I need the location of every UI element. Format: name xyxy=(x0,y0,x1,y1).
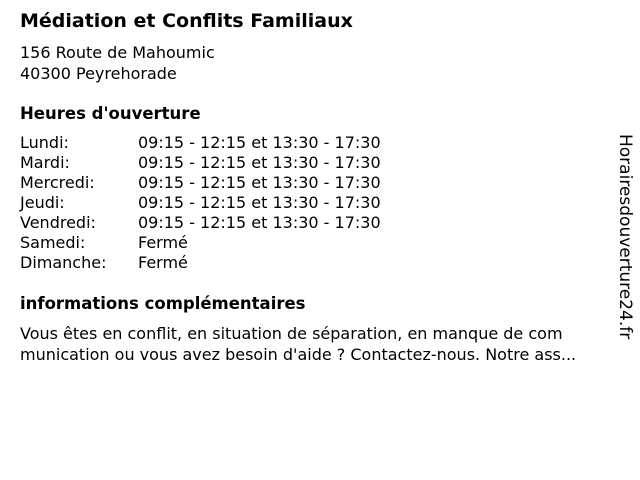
day-label: Mercredi: xyxy=(20,173,95,192)
hours-row-sunday xyxy=(20,253,440,273)
hours-row-tuesday xyxy=(20,153,440,173)
hours-row-thursday xyxy=(20,193,440,213)
day-hours: 09:15 - 12:15 et 13:30 - 17:30 xyxy=(138,173,381,192)
day-label: Vendredi: xyxy=(20,213,96,232)
address-street: 156 Route de Mahoumic xyxy=(20,43,215,62)
hours-row-saturday xyxy=(20,233,440,253)
hours-row-friday xyxy=(20,213,440,233)
hours-row-monday xyxy=(20,133,440,153)
day-label: Samedi: xyxy=(20,233,86,252)
day-hours: 09:15 - 12:15 et 13:30 - 17:30 xyxy=(138,133,381,152)
day-hours: Fermé xyxy=(138,233,188,252)
info-description xyxy=(20,323,620,365)
day-label: Jeudi: xyxy=(20,193,65,212)
info-description-line-2: munication ou vous avez besoin d'aide ? Contactez-nous. Notre ass... xyxy=(20,345,577,364)
hours-row-wednesday xyxy=(20,173,440,193)
day-label: Dimanche: xyxy=(20,253,107,272)
day-label: Mardi: xyxy=(20,153,70,172)
day-label: Lundi: xyxy=(20,133,69,152)
day-hours: 09:15 - 12:15 et 13:30 - 17:30 xyxy=(138,193,381,212)
day-hours: Fermé xyxy=(138,253,188,272)
info-heading: informations complémentaires xyxy=(20,294,306,313)
site-watermark: Horairesdouverture24.fr xyxy=(615,134,635,340)
day-hours: 09:15 - 12:15 et 13:30 - 17:30 xyxy=(138,213,381,232)
hours-list xyxy=(20,133,440,273)
business-name: Médiation et Conflits Familiaux xyxy=(20,10,353,32)
address-city: 40300 Peyrehorade xyxy=(20,64,177,83)
hours-heading: Heures d'ouverture xyxy=(20,104,201,123)
info-description-line-1: Vous êtes en conflit, en situation de séparation, en manque de com xyxy=(20,324,563,343)
day-hours: 09:15 - 12:15 et 13:30 - 17:30 xyxy=(138,153,381,172)
